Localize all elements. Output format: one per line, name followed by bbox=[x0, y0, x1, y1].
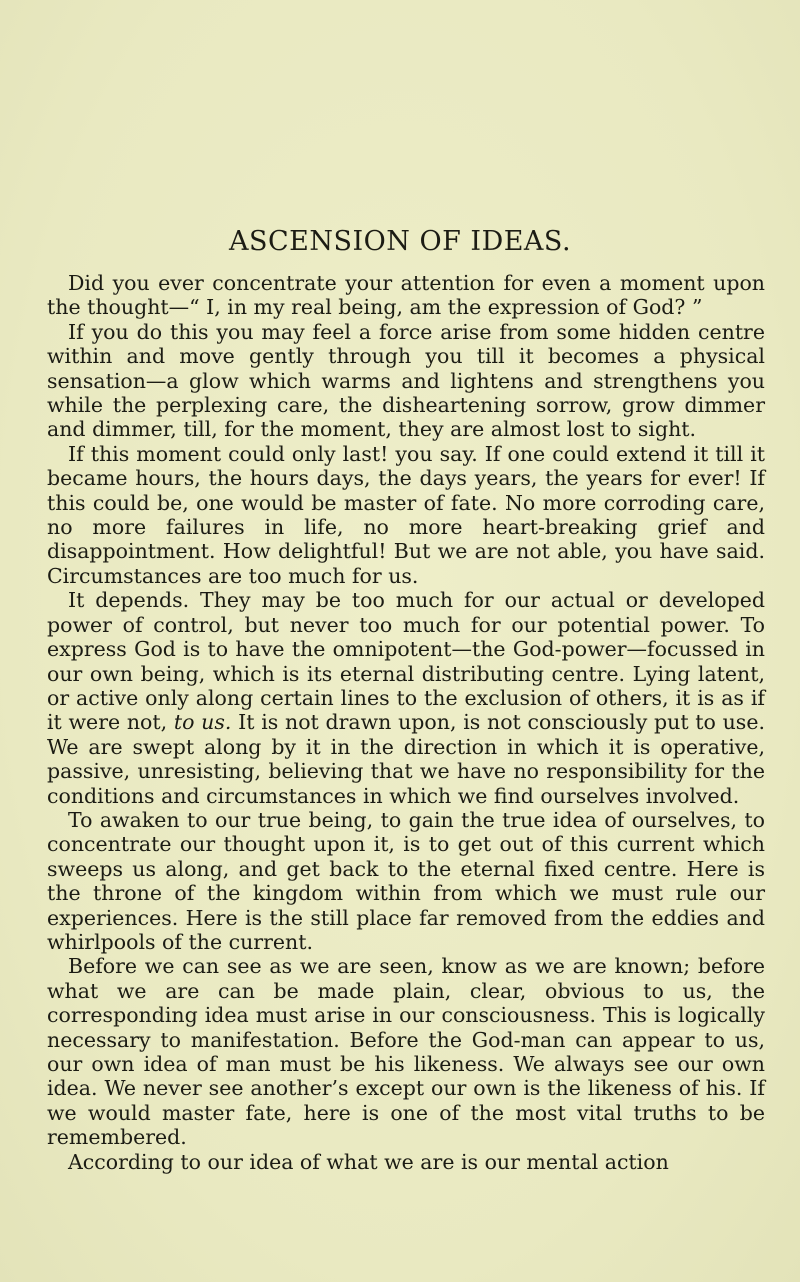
paragraph-7: According to our idea of what we are is our mental action bbox=[68, 1149, 669, 1174]
paragraph-4-text: It depends. They may be too much for our actual or developed power of control, but never too much for our potential power. To express God is to have the omnipotent—the God-power—focussed in our own being, which is its eternal distributing centre. Lying latent, or active only along certain lines to the exclusion of others, it is as if it were not, bbox=[47, 588, 765, 735]
paragraph-5: To awaken to our true being, to gain the true idea of ourselves, to concentrate our thought upon it, is to get out of this current which sweeps us along, and get back to the eternal fixed centre. Here is the throne of the kingdom within from which we must rule our experiences. Here is the still place far removed from the eddies and whirlpools of the current. bbox=[47, 807, 765, 954]
paragraph-4-emphasis: to us. bbox=[173, 710, 232, 735]
paragraph-6: Before we can see as we are seen, know as we are known; before what we are can be made plain, clear, obvious to us, the corresponding idea must arise in our consciousness. This is logically necessary to manifestation. Before the God-man can appear to us, our own idea of man must be his likeness. We always see our own idea. We never see another’s except our own is the likeness of his. If we would master fate, here is one of the most vital truths to be remembered. bbox=[47, 954, 765, 1150]
paragraph-1: Did you ever concentrate your attention for even a moment upon the thought—“ I, in my real being, am the expression of God? ” bbox=[47, 271, 765, 320]
paragraph-4-continued: It is not drawn upon, is not consciously put to use. We are swept along by it in the direction in which it is operative, passive, unresisting, believing that we have no responsibility for the conditions and circumstances in which we find ourselves involved. bbox=[47, 710, 765, 808]
paragraph-4 bbox=[47, 588, 765, 808]
paragraph-3: If this moment could only last! you say. If one could extend it till it became hours, the hours days, the days years, the years for ever! If this could be, one would be master of fate. No more corroding care, no more failures in life, no more heart-breaking grief and disappointment. How delightful! But we are not able, you have said. Circumstances are too much for us. bbox=[47, 441, 765, 588]
body-text bbox=[47, 271, 765, 1174]
page-title: ASCENSION OF IDEAS. bbox=[228, 226, 572, 257]
paragraph-2: If you do this you may feel a force arise from some hidden centre within and move gently through you till it becomes a physical sensation—a glow which warms and lightens and strengthens you while the perplexing care, the disheartening sorrow, grow dimmer and dimmer, till, for the moment, they are almost lost to sight. bbox=[47, 319, 765, 442]
